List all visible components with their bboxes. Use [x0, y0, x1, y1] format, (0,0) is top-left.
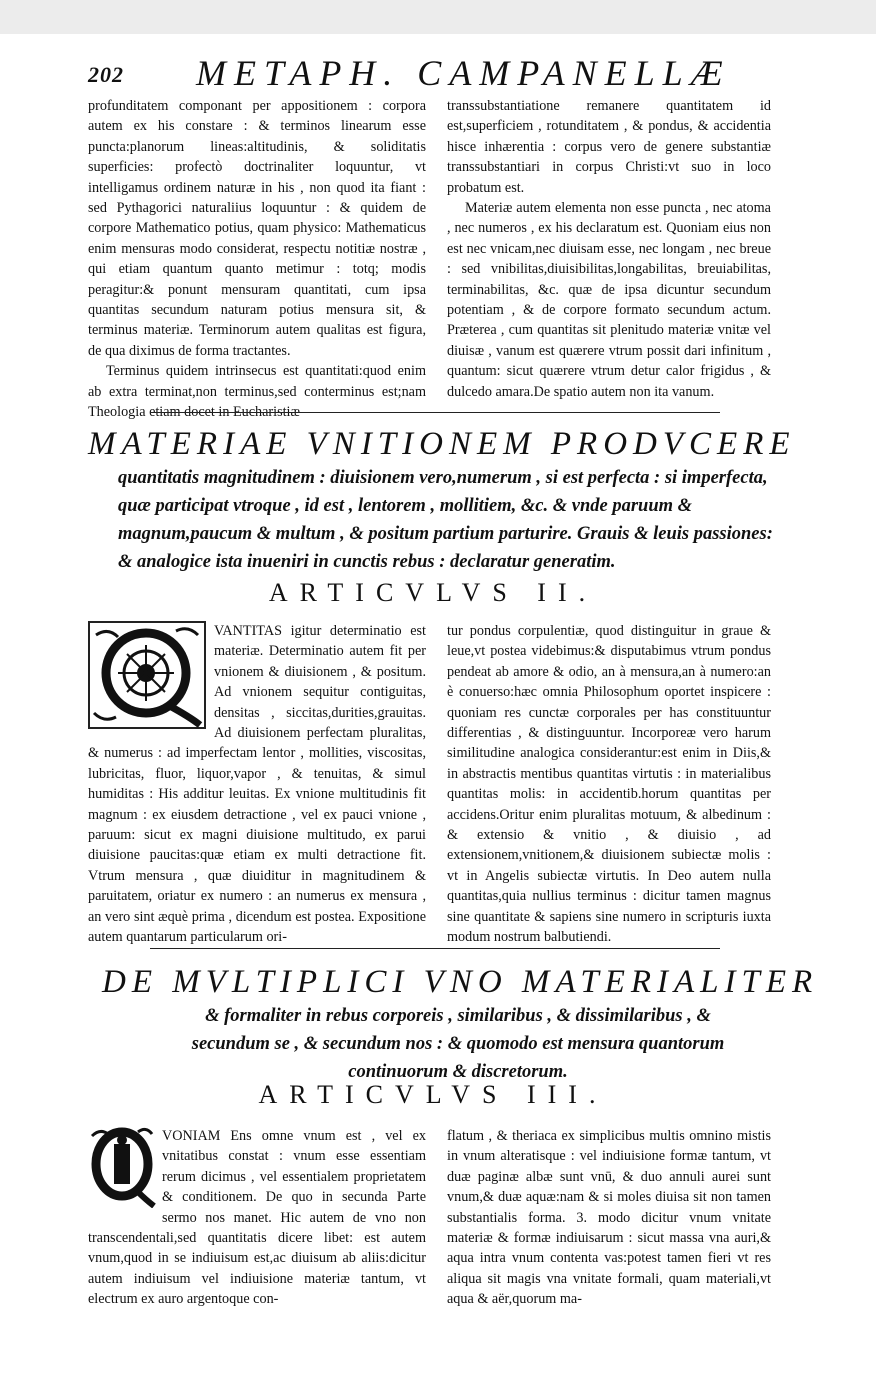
heading-title: DE MVLTIPLICI VNO MATERIALITER: [102, 964, 819, 1000]
paragraph: flatum , & theriaca ex simplicibus multis omnino mistis in vnum alteratisque : vel indiuisione formæ tantum, vt duæ paginæ albæ sunt vnū, & duo annuli aurei sunt vnum,& duæ aquæ:nam & si moles diuisa sit non tamen substantialis forma. 3. modo dicitur vnum vnitate materiæ & formæ indiuisarum : sicut massa vna auri,& aqua intra vnum contenta vas:potest tamen fieri vt res aliqua sit magis vna vnitate formali, quam materiali,vt aqua & aër,quorum ma-: [447, 1128, 771, 1308]
paragraph: VANTITAS igitur determinatio est materiæ. Determinatio autem fit per vnionem & diuisionem , & positum. Ad vnionem sequitur contiguitas, densitas , siccitas,durities,grauitas. Ad diuisionem perfectam pluralitas, & numerus : ad imperfectam lentor , mollities, viscositas, lubricitas, fluor, liquor,vapor , & tenuitas, & simul humiditas : His additur leuitas. Ex vnione multitudinis fit magnum : ex eiusdem detractione , vel ex pauci vnione , paruum: sicut ex magni diuisione multitudo, ex parui diuisione paucitas:quæ etiam ex multi detractione fit. Vtrum mensura , quæ diuiditur in magnitudinem & paruitatem, oriatur ex numero : an numerus ex mensura , an vero sint æquè prima , dicendum est postea. Expositione autem quantarum particularum ori-: [88, 623, 426, 946]
column-right-top: [447, 96, 771, 402]
article-label: ARTICVLVS II.: [268, 578, 598, 607]
column-left-top: [88, 96, 426, 423]
decorated-initial-q: [88, 1126, 156, 1208]
heading-subtitle: & formaliter in rebus corporeis , similaribus , & dissimilaribus , & secundum se , & secundum nos : & quomodo est mensura quantorum continuorum & discretorum.: [191, 1006, 725, 1082]
column-right-middle: [447, 621, 771, 948]
column-right-bottom: [447, 1126, 771, 1310]
paragraph: transsubstantiatione remanere quantitatem id est,superficiem , rotunditatem , & pondus, & accidentia hisce inhærentia : corpus vero de genere substantiæ transsubstantiari in corpus Christi:vt suo in loco probatum est.: [447, 98, 771, 196]
heading-subtitle: quantitatis magnitudinem : diuisionem vero,numerum , si est perfecta : si imperfecta, quæ participat vtroque , id est , lentorem , mollitiem, &c. & vnde paruum & magnum,paucum & multum , & positum partium parturire. Grauis & leuis passiones: & analogice ista inueniri in cunctis rebus : declaratur generatim.: [118, 468, 773, 572]
section-rule: [150, 948, 720, 949]
decorated-initial-q: [88, 621, 206, 729]
scan-edge: [0, 0, 876, 34]
section-heading-1: [88, 424, 796, 576]
column-left-middle: [88, 621, 426, 948]
article-label: ARTICVLVS III.: [258, 1080, 608, 1109]
paragraph: VONIAM Ens omne vnum est , vel ex vnitatibus constat : vnum esse essentiam rerum dicimus , vel essentialem proprietatem & conditionem. De quo in secunda Parte sermo nos manet. Hic autem de vno non transcendentali,sed quantitatis dicere libet: est autem vnum,quod in se indiuisum est,ac diuisum ab aliis:dicitur autem indiuisum vel indiuisione materiæ tantum, vt electrum ex auro argentoque con-: [88, 1128, 426, 1308]
running-title: METAPH. CAMPANELLÆ: [196, 53, 731, 93]
paragraph: Materiæ autem elementa non esse puncta , nec atoma , nec numeros , ex his declaratum est. Quoniam eius non est nec vnicam,nec diuisam esse, nec longam , nec breue : sed vnibilitas,diuisibilitas,longabilitas, breuiabilitas, terminabilitas, &c. quæ de ipsa dicuntur secundum potentiam , & de corpore formato secundum actum. Præterea , cum quantitas sit plenitudo materiæ vnitæ vel diuisæ , vanum est quærere vtrum possit dari infinitum , quantum: sicut quærere vtrum detur calor frigidus , & dulcedo amara.De spatio autem non ita vanum.: [447, 200, 771, 400]
paragraph: Terminus quidem intrinsecus est quantitati:quod enim ab extra terminat,non terminus,sed conterminus est;nam Theologia etiam docet in Eucharistiæ: [88, 363, 426, 421]
section-rule: [150, 412, 720, 413]
section-heading-2: [88, 962, 819, 1086]
heading-title: MATERIAE VNITIONEM PRODVCERE: [88, 426, 796, 462]
paragraph: tur pondus corpulentiæ, quod distinguitur in graue & leue,vt postea videbimus:& disputabimus vtrum pondus pendeat ab amore & odio, an à mensura,an à numero:an è conuerso:hæc omnia Philosophum oportet inspicere : quoniam res cunctæ corporales per has constituuntur differentias , & distinguuntur. Incorporeæ vero harum similitudine analogica considerantur:est enim in Diis,& in abstractis mentibus quantitas virtutis : in materialibus quantitas molis: in accidentib.horum quantitas per accidens.Oritur enim pluralitas motuum, & albedinum : & extensio & vnitio , & diuisio , ad extensionem,vnitionem,& diuisionem subiectæ molis : vt in Angelis subiectæ virtutis. In Deo autem nulla quantitas,quia nullius terminus : dicitur tamen magnus sine quantitate & sapiens sine numero in scripturis iuxta modum nostrum balbutiendi.: [447, 623, 771, 946]
page-number: 202: [88, 62, 124, 87]
paragraph: profunditatem componant per appositionem : corpora autem ex his constare : & terminos linearum esse puncta:planorum lineas:altitudinis, & soliditatis superficies: profectò doctrinaliter loquuntur, vt intelligamus ordinem naturæ in his , non quod ita fiant : sed Pythagorici naturaliius loquuntur : & quidem de corpore Mathematico potius, quam physico: Mathematicus enim mensuras modo considerat, respectu notitiæ nostræ , qui etiam quantum quanto metimur : totq; modis peragitur:& ponunt mensuram quantitati, cum ipsa quantitas secundum naturam potius mensura sit, & terminus materiæ. Terminorum autem qualitas est figura, de qua diximus de forma tractantes.: [88, 98, 426, 359]
running-header: [88, 52, 778, 92]
column-left-bottom: [88, 1126, 426, 1310]
